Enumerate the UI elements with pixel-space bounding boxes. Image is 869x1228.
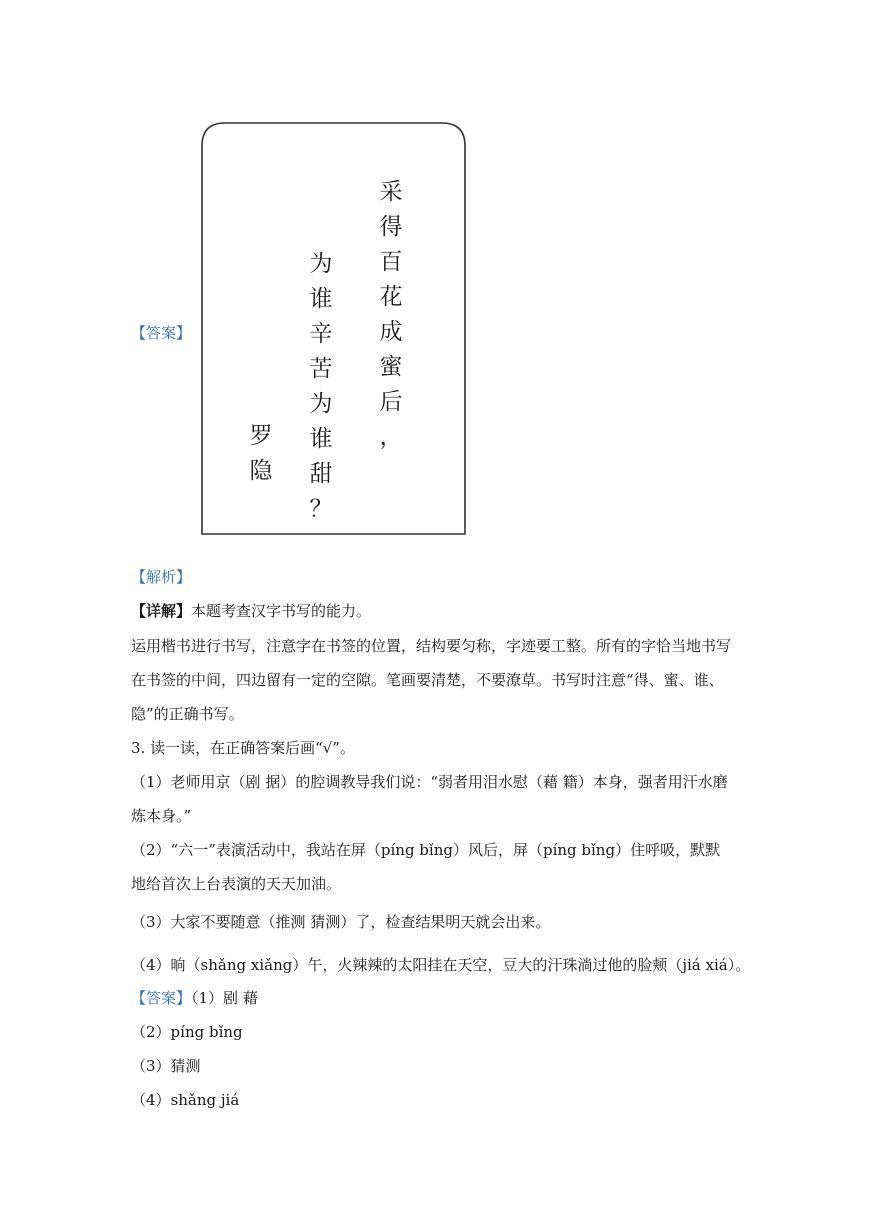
bookmark-char: 成	[379, 319, 403, 345]
answer-label: 【答案】	[131, 989, 192, 1007]
bookmark-char: 得	[379, 214, 403, 240]
analysis-paragraph-line: 在书签的中间，四边留有一定的空隙。笔画要清楚，不要潦草。书写时注意“得、蜜、谁、	[131, 671, 724, 689]
bookmark-char: 为	[309, 251, 333, 277]
bookmark-char: 蜜	[379, 354, 403, 380]
question-item-continued: 地给首次上台表演的天天加油。	[131, 875, 342, 893]
answer-line: （3）猜测	[131, 1057, 201, 1075]
bookmark-char: 苦	[309, 356, 333, 382]
question-item: （1）老师用京（剧 据）的腔调教导我们说：“弱者用泪水慰（藉 籍）本身，强者用汗水磨	[131, 773, 728, 791]
analysis-label: 【解析】	[131, 568, 192, 586]
bookmark-column-2	[306, 247, 336, 527]
bookmark-column-1	[376, 175, 406, 455]
bookmark-char: 后	[379, 389, 403, 415]
answer-label: 【答案】	[131, 324, 192, 342]
bookmark-char: 为	[309, 391, 333, 417]
detail-text: 本题考查汉字书写的能力。	[191, 602, 372, 620]
bookmark-char: 谁	[309, 426, 333, 452]
analysis-paragraph-line: 隐”的正确书写。	[131, 705, 244, 723]
bookmark-char: 花	[379, 284, 403, 310]
question-item: （2）“六一”表演活动中，我站在屏（píng bǐng）风后，屏（píng bǐng）住呼吸，默默	[131, 841, 721, 859]
answer-line: （4）shǎng jiá	[131, 1091, 240, 1109]
bookmark-char: 百	[379, 249, 403, 275]
bookmark-char: 隐	[249, 458, 273, 484]
detail-line	[131, 601, 371, 621]
bookmark-char: 谁	[309, 286, 333, 312]
bookmark-char: 采	[379, 179, 403, 205]
answer-line	[131, 988, 258, 1008]
bookmark-char: ，	[379, 424, 403, 450]
bookmark-figure	[201, 121, 466, 535]
question-item: （4）晌（shǎng xiǎng）午，火辣辣的太阳挂在天空，豆大的汗珠淌过他的脸颊（jiá xiá）。	[131, 956, 751, 974]
analysis-paragraph-line: 运用楷书进行书写，注意字在书签的位置，结构要匀称，字迹要工整。所有的字恰当地书写	[131, 637, 732, 655]
bookmark-column-author	[246, 419, 276, 489]
answer-line: （2）píng bǐng	[131, 1023, 243, 1041]
bookmark-char: 罗	[249, 423, 273, 449]
question-item: （3）大家不要随意（推测 猜测）了，检查结果明天就会出来。	[131, 913, 551, 931]
question-item-continued: 炼本身。”	[131, 807, 192, 825]
bookmark-char: ？	[309, 496, 333, 522]
detail-label: 【详解】	[131, 602, 192, 620]
bookmark-char: 甜	[309, 461, 333, 487]
answer-text: （1）剧 藉	[191, 989, 258, 1007]
bookmark-char: 辛	[309, 321, 333, 347]
question-title: 3. 读一读，在正确答案后画“√”。	[131, 739, 355, 757]
